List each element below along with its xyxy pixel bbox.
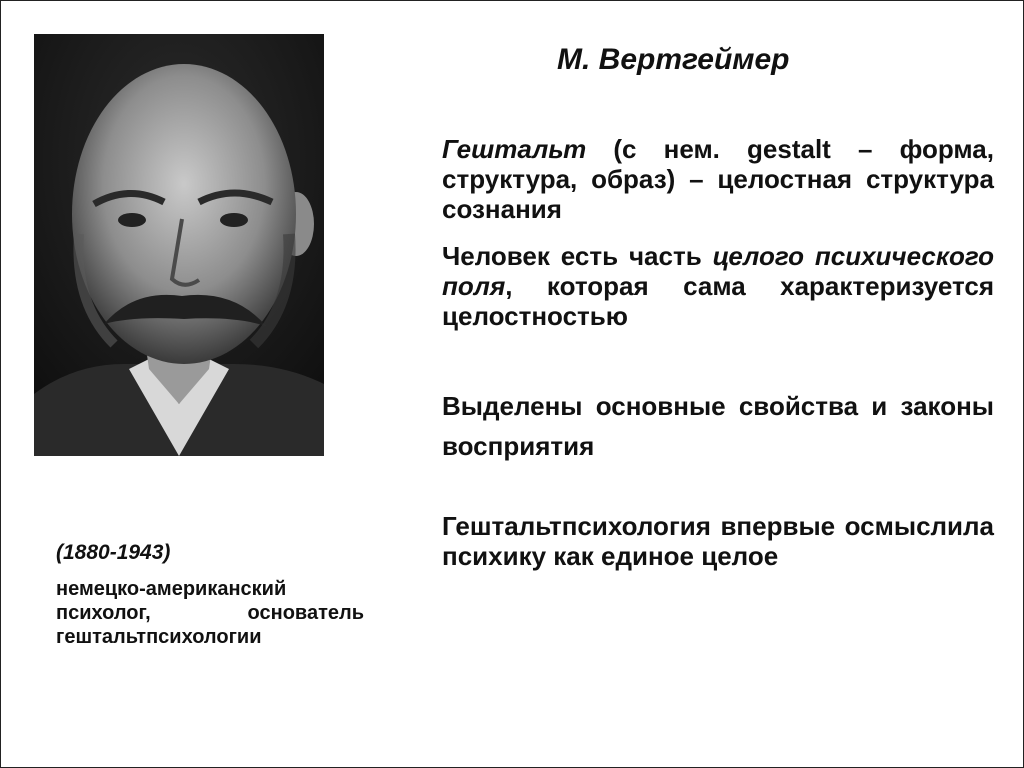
- portrait-image: [34, 34, 324, 456]
- gestalt-term: Гештальт: [442, 134, 587, 164]
- page-title: М. Вертгеймер: [557, 43, 790, 76]
- portrait-caption: [56, 541, 364, 649]
- life-years: (1880-1943): [56, 541, 171, 564]
- gestalt-psychology-statement: Гештальтпсихология впервые осмыслила психику как единое целое: [442, 511, 994, 571]
- gestalt-definition-text: (с нем. gestalt – форма, структура, образ) – целостная структура сознания: [442, 134, 994, 224]
- person-statement-field: целого психического поля: [442, 241, 994, 301]
- biography-description: немецко-американский психолог, основатель гештальтпсихологии: [56, 578, 364, 648]
- perception-properties: Выделены основные свойства и законы восприятия: [442, 391, 994, 461]
- person-statement: [442, 241, 994, 331]
- person-statement-end: , которая сама характеризуется целостностью: [442, 271, 994, 331]
- portrait-photo: [34, 34, 324, 456]
- gestalt-definition: [442, 134, 994, 224]
- person-statement-start: Человек есть часть: [442, 241, 713, 271]
